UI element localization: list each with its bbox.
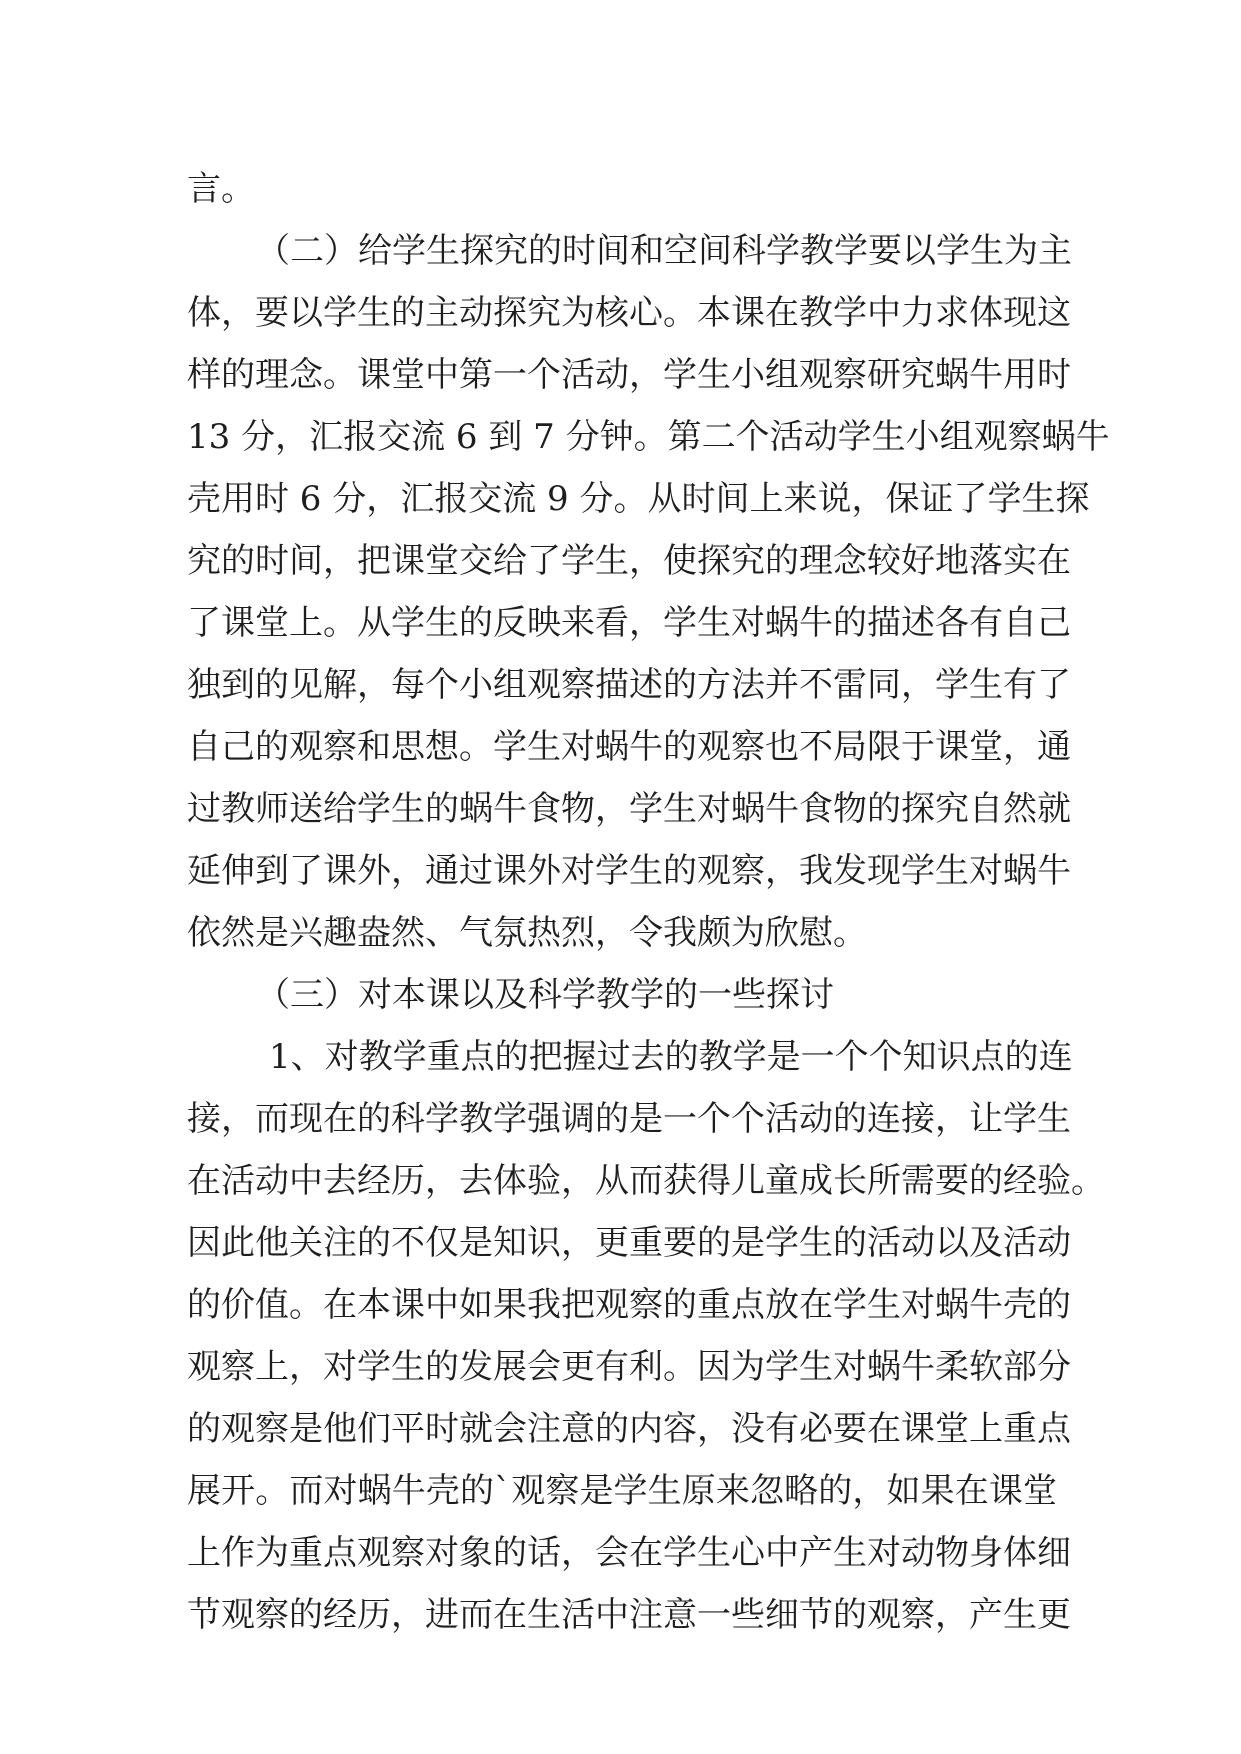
text-line: 样的理念。课堂中第一个活动，学生小组观察研究蜗牛用时: [187, 355, 1071, 395]
paragraph-heading: 1、对教学重点的把握过去的教学是一个个知识点的连: [269, 1037, 1073, 1077]
text-line: 展开。而对蜗牛壳的`观察是学生原来忽略的，如果在课堂: [187, 1471, 1057, 1511]
section-heading: （三）对本课以及科学教学的一些探讨: [256, 975, 834, 1015]
text-line: 了课堂上。从学生的反映来看，学生对蜗牛的描述各有自己: [187, 603, 1071, 643]
text-line: 言。: [187, 169, 255, 209]
text-line: 究的时间，把课堂交给了学生，使探究的理念较好地落实在: [187, 541, 1071, 581]
text-line: 节观察的经历，进而在生活中注意一些细节的观察，产生更: [187, 1595, 1071, 1635]
text-line: 因此他关注的不仅是知识，更重要的是学生的活动以及活动: [187, 1223, 1071, 1263]
text-line: 观察上，对学生的发展会更有利。因为学生对蜗牛柔软部分: [187, 1347, 1071, 1387]
text-line: 接，而现在的科学教学强调的是一个个活动的连接，让学生: [187, 1099, 1071, 1139]
text-line: 体，要以学生的主动探究为核心。本课在教学中力求体现这: [187, 293, 1071, 333]
text-line: 延伸到了课外，通过课外对学生的观察，我发现学生对蜗牛: [187, 851, 1071, 891]
text-line: 自己的观察和思想。学生对蜗牛的观察也不局限于课堂，通: [187, 727, 1071, 767]
paragraph-heading: （二）给学生探究的时间和空间科学教学要以学生为主: [256, 231, 1072, 271]
text-line: 在活动中去经历，去体验，从而获得儿童成长所需要的经验。: [187, 1161, 1105, 1201]
text-line: 的观察是他们平时就会注意的内容，没有必要在课堂上重点: [187, 1409, 1071, 1449]
body-text: [187, 158, 1110, 1646]
text-line: 的价值。在本课中如果我把观察的重点放在学生对蜗牛壳的: [187, 1285, 1071, 1325]
text-line: 独到的见解，每个小组观察描述的方法并不雷同，学生有了: [187, 665, 1071, 705]
text-line: 依然是兴趣盎然、气氛热烈，令我颇为欣慰。: [187, 913, 867, 953]
text-line: 13 分，汇报交流 6 到 7 分钟。第二个活动学生小组观察蜗牛: [187, 417, 1110, 457]
text-line: 壳用时 6 分，汇报交流 9 分。从时间上来说，保证了学生探: [187, 479, 1090, 519]
text-line: 上作为重点观察对象的话，会在学生心中产生对动物身体细: [187, 1533, 1071, 1573]
text-line: 过教师送给学生的蜗牛食物，学生对蜗牛食物的探究自然就: [187, 789, 1071, 829]
